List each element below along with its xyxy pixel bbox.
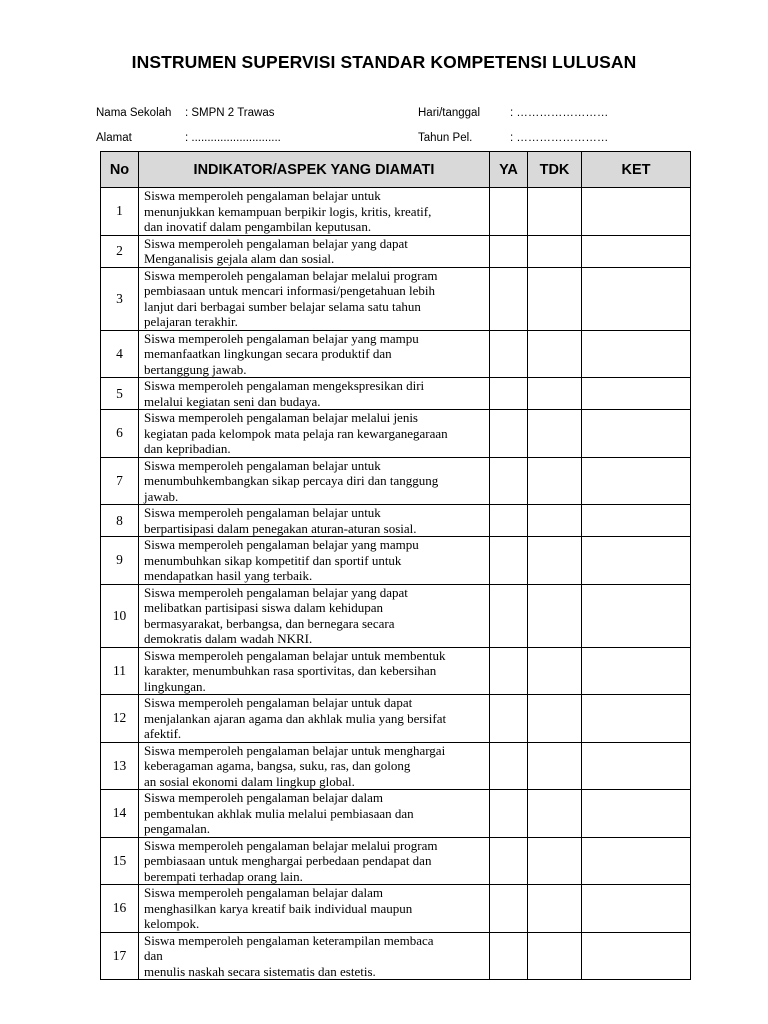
table-row	[101, 742, 691, 790]
table-row	[101, 188, 691, 236]
header-ket: KET	[582, 152, 691, 188]
ket-cell[interactable]	[582, 695, 691, 743]
ket-cell[interactable]	[582, 742, 691, 790]
table-row	[101, 932, 691, 980]
indicator-text: Siswa memperoleh pengalaman belajar untuk menghargai keberagaman agama, bangsa, suku, ras, dan golong an sosial ekonomi dalam lingkup global.	[139, 742, 490, 790]
ya-cell[interactable]	[490, 742, 528, 790]
indicator-text: Siswa memperoleh pengalaman belajar untuk menumbuhkembangkan sikap percaya diri dan tanggung jawab.	[139, 457, 490, 505]
row-number: 4	[101, 330, 139, 378]
table-row	[101, 885, 691, 933]
indicator-text: Siswa memperoleh pengalaman belajar yang dapat Menganalisis gejala alam dan sosial.	[139, 235, 490, 267]
ket-cell[interactable]	[582, 410, 691, 458]
school-value: : SMPN 2 Trawas	[185, 107, 275, 119]
row-number: 16	[101, 885, 139, 933]
table-row	[101, 235, 691, 267]
ya-cell[interactable]	[490, 457, 528, 505]
ket-cell[interactable]	[582, 505, 691, 537]
header-ya: YA	[490, 152, 528, 188]
tdk-cell[interactable]	[528, 457, 582, 505]
tdk-cell[interactable]	[528, 267, 582, 330]
tdk-cell[interactable]	[528, 837, 582, 885]
row-number: 15	[101, 837, 139, 885]
ya-cell[interactable]	[490, 584, 528, 647]
date-label: Hari/tanggal	[418, 107, 481, 119]
indicator-text: Siswa memperoleh pengalaman belajar untuk dapat menjalankan ajaran agama dan akhlak mulia yang bersifat afektif.	[139, 695, 490, 743]
address-label: Alamat	[96, 132, 132, 144]
row-number: 6	[101, 410, 139, 458]
ya-cell[interactable]	[490, 647, 528, 695]
tdk-cell[interactable]	[528, 410, 582, 458]
indicator-text: Siswa memperoleh pengalaman mengekspresikan diri melalui kegiatan seni dan budaya.	[139, 378, 490, 410]
date-value: : ……………………	[510, 107, 609, 119]
row-number: 11	[101, 647, 139, 695]
indicator-text: Siswa memperoleh pengalaman belajar dalam menghasilkan karya kreatif baik individual maupun kelompok.	[139, 885, 490, 933]
tdk-cell[interactable]	[528, 885, 582, 933]
ya-cell[interactable]	[490, 837, 528, 885]
table-row	[101, 837, 691, 885]
ya-cell[interactable]	[490, 330, 528, 378]
ket-cell[interactable]	[582, 885, 691, 933]
table-row	[101, 505, 691, 537]
ket-cell[interactable]	[582, 790, 691, 838]
table-row	[101, 647, 691, 695]
table-row	[101, 695, 691, 743]
table-row	[101, 410, 691, 458]
year-label: Tahun Pel.	[418, 132, 473, 144]
ya-cell[interactable]	[490, 932, 528, 980]
table-row	[101, 584, 691, 647]
indicator-text: Siswa memperoleh pengalaman belajar melalui jenis kegiatan pada kelompok mata pelaja ran kewarganegaraan dan kepribadian.	[139, 410, 490, 458]
header-indicator: INDIKATOR/ASPEK YANG DIAMATI	[139, 152, 490, 188]
indicator-text: Siswa memperoleh pengalaman belajar yang mampu memanfaatkan lingkungan secara produktif dan bertanggung jawab.	[139, 330, 490, 378]
row-number: 17	[101, 932, 139, 980]
ya-cell[interactable]	[490, 885, 528, 933]
tdk-cell[interactable]	[528, 235, 582, 267]
row-number: 14	[101, 790, 139, 838]
ya-cell[interactable]	[490, 695, 528, 743]
school-label: Nama Sekolah	[96, 107, 172, 119]
indicator-text: Siswa memperoleh pengalaman belajar untuk menunjukkan kemampuan berpikir logis, kritis, kreatif, dan inovatif dalam pengambilan keputusan.	[139, 188, 490, 236]
ya-cell[interactable]	[490, 537, 528, 585]
table-header-row	[101, 152, 691, 188]
indicator-text: Siswa memperoleh pengalaman belajar dalam pembentukan akhlak mulia melalui pembiasaan dan pengamalan.	[139, 790, 490, 838]
table-row	[101, 790, 691, 838]
tdk-cell[interactable]	[528, 742, 582, 790]
ket-cell[interactable]	[582, 188, 691, 236]
tdk-cell[interactable]	[528, 505, 582, 537]
row-number: 9	[101, 537, 139, 585]
row-number: 2	[101, 235, 139, 267]
row-number: 5	[101, 378, 139, 410]
ya-cell[interactable]	[490, 410, 528, 458]
document-title: INSTRUMEN SUPERVISI STANDAR KOMPETENSI LULUSAN	[131, 52, 637, 72]
row-number: 1	[101, 188, 139, 236]
tdk-cell[interactable]	[528, 932, 582, 980]
table-row	[101, 537, 691, 585]
row-number: 7	[101, 457, 139, 505]
ket-cell[interactable]	[582, 584, 691, 647]
indicator-text: Siswa memperoleh pengalaman belajar yang mampu menumbuhkan sikap kompetitif dan sportif untuk mendapatkan hasil yang terbaik.	[139, 537, 490, 585]
indicator-text: Siswa memperoleh pengalaman belajar melalui program pembiasaan untuk menghargai perbedaan pendapat dan berempati terhadap orang lain.	[139, 837, 490, 885]
table-row	[101, 457, 691, 505]
supervision-table	[100, 151, 691, 980]
ket-cell[interactable]	[582, 932, 691, 980]
tdk-cell[interactable]	[528, 537, 582, 585]
indicator-text: Siswa memperoleh pengalaman keterampilan membaca dan menulis naskah secara sistematis dan estetis.	[139, 932, 490, 980]
ket-cell[interactable]	[582, 267, 691, 330]
ket-cell[interactable]	[582, 537, 691, 585]
row-number: 13	[101, 742, 139, 790]
ket-cell[interactable]	[582, 235, 691, 267]
tdk-cell[interactable]	[528, 647, 582, 695]
tdk-cell[interactable]	[528, 378, 582, 410]
ket-cell[interactable]	[582, 457, 691, 505]
row-number: 8	[101, 505, 139, 537]
ket-cell[interactable]	[582, 378, 691, 410]
ya-cell[interactable]	[490, 378, 528, 410]
tdk-cell[interactable]	[528, 330, 582, 378]
tdk-cell[interactable]	[528, 790, 582, 838]
ya-cell[interactable]	[490, 235, 528, 267]
indicator-text: Siswa memperoleh pengalaman belajar melalui program pembiasaan untuk mencari informasi/pengetahuan lebih lanjut dari berbagai sumber belajar selama satu tahun pelajaran terakhir.	[139, 267, 490, 330]
row-number: 10	[101, 584, 139, 647]
ket-cell[interactable]	[582, 330, 691, 378]
row-number: 3	[101, 267, 139, 330]
indicator-text: Siswa memperoleh pengalaman belajar untuk berpartisipasi dalam penegakan aturan-aturan sosial.	[139, 505, 490, 537]
table-row	[101, 378, 691, 410]
ya-cell[interactable]	[490, 188, 528, 236]
year-value: : ……………………	[510, 132, 609, 144]
ket-cell[interactable]	[582, 837, 691, 885]
table-row	[101, 330, 691, 378]
ket-cell[interactable]	[582, 647, 691, 695]
tdk-cell[interactable]	[528, 188, 582, 236]
indicator-text: Siswa memperoleh pengalaman belajar untuk membentuk karakter, menumbuhkan rasa sportivitas, dan kebersihan lingkungan.	[139, 647, 490, 695]
header-no: No	[101, 152, 139, 188]
tdk-cell[interactable]	[528, 695, 582, 743]
ya-cell[interactable]	[490, 505, 528, 537]
ya-cell[interactable]	[490, 267, 528, 330]
address-value: : ............................	[185, 132, 281, 144]
header-tdk: TDK	[528, 152, 582, 188]
indicator-text: Siswa memperoleh pengalaman belajar yang dapat melibatkan partisipasi siswa dalam kehidupan bermasyarakat, berbangsa, dan bernegara secara demokratis dalam wadah NKRI.	[139, 584, 490, 647]
row-number: 12	[101, 695, 139, 743]
ya-cell[interactable]	[490, 790, 528, 838]
table-row	[101, 267, 691, 330]
tdk-cell[interactable]	[528, 584, 582, 647]
